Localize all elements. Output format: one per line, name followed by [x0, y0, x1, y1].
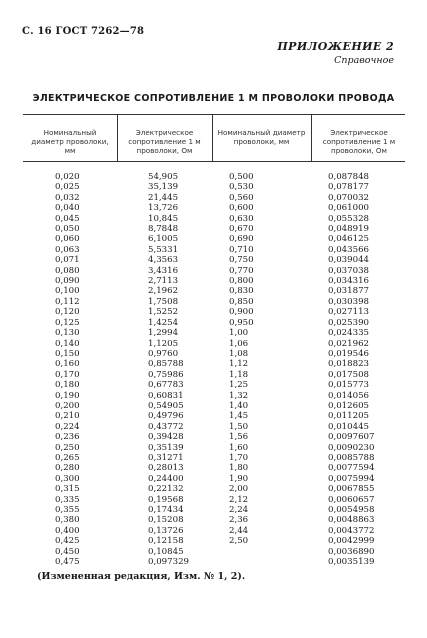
table-cell: 0,210 — [55, 411, 80, 422]
table-cell: 0,13726 — [148, 525, 184, 536]
table-cell: 1,1205 — [148, 338, 179, 349]
table-cell: 2,00 — [229, 484, 249, 495]
table-header-rule — [23, 161, 405, 162]
table-cell: 0,150 — [55, 348, 80, 359]
table-cell: 0,43772 — [148, 421, 184, 432]
table-cell: 0,770 — [229, 265, 254, 276]
table-cell: 0,600 — [229, 203, 254, 214]
table-cell: 35,139 — [148, 182, 179, 193]
table-cell: 8,7848 — [148, 224, 179, 235]
table-cell: 0,048919 — [328, 224, 370, 235]
table-cell: 0,025 — [55, 182, 80, 193]
table-cell: 0,800 — [229, 276, 254, 287]
table-top-rule — [23, 114, 405, 115]
table-cell: 0,080 — [55, 265, 80, 276]
table-cell: 0,043566 — [328, 244, 370, 255]
table-cell: 0,061000 — [328, 203, 370, 214]
table-cell: 2,50 — [229, 536, 249, 547]
footnote: (Измененная редакция, Изм. № 1, 2). — [37, 571, 246, 582]
table-cell: 0,710 — [229, 244, 254, 255]
table-cell: 0,021962 — [328, 338, 370, 349]
table-cell: 0,850 — [229, 296, 254, 307]
table-cell: 0,0077594 — [328, 463, 375, 474]
table-cell: 0,24400 — [148, 473, 184, 484]
table-cell: 0,0042999 — [328, 536, 375, 547]
table-cell: 2,7113 — [148, 276, 179, 287]
table-cell: 0,400 — [55, 525, 80, 536]
table-cell: 0,025390 — [328, 317, 370, 328]
table-cell: 0,015773 — [328, 380, 370, 391]
table-cell: 2,1962 — [148, 286, 179, 297]
table-cell: 0,018823 — [328, 359, 370, 370]
table-cell: 0,0085788 — [328, 452, 375, 463]
table-cell: 0,15208 — [148, 515, 184, 526]
table-cell: 1,12 — [229, 359, 249, 370]
column-resistance-1 — [148, 172, 189, 567]
appendix-block — [277, 40, 394, 66]
table-cell: 0,690 — [229, 234, 254, 245]
table-cell: 4,3563 — [148, 255, 179, 266]
table-cell: 1,08 — [229, 348, 249, 359]
table-cell: 0,071 — [55, 255, 80, 266]
document-title: ЭЛЕКТРИЧЕСКОЕ СОПРОТИВЛЕНИЕ 1 М ПРОВОЛОКИ ПРОВОДА — [32, 93, 395, 104]
table-cell: 13,726 — [148, 203, 179, 214]
table-cell: 0,0048863 — [328, 515, 375, 526]
table-cell: 1,18 — [229, 369, 249, 380]
table-cell: 0,380 — [55, 515, 80, 526]
table-cell: 0,560 — [229, 192, 254, 203]
table-cell: 0,0090230 — [328, 442, 375, 453]
table-cell: 1,06 — [229, 338, 249, 349]
table-cell: 0,190 — [55, 390, 80, 401]
table-cell: 3,4316 — [148, 265, 179, 276]
table-cell: 0,12158 — [148, 536, 184, 547]
column-diameter-1 — [55, 172, 80, 567]
table-cell: 0,530 — [229, 182, 254, 193]
table-cell: 2,12 — [229, 494, 249, 505]
table-cell: 1,80 — [229, 463, 249, 474]
table-cell: 2,36 — [229, 515, 249, 526]
table-cell: 0,037038 — [328, 265, 370, 276]
table-cell: 21,445 — [148, 192, 179, 203]
table-cell: 1,70 — [229, 452, 249, 463]
table-cell: 0,014056 — [328, 390, 370, 401]
table-cell: 0,0067855 — [328, 484, 375, 495]
table-cell: 0,031877 — [328, 286, 370, 297]
table-cell: 10,845 — [148, 213, 179, 224]
table-cell: 1,32 — [229, 390, 249, 401]
table-cell: 1,7508 — [148, 296, 179, 307]
table-cell: 1,00 — [229, 328, 249, 339]
table-cell: 5,5331 — [148, 244, 179, 255]
table-cell: 0,019546 — [328, 348, 370, 359]
table-cell: 0,140 — [55, 338, 80, 349]
table-cell: 0,54905 — [148, 400, 184, 411]
table-cell: 0,31271 — [148, 452, 184, 463]
table-cell: 2,44 — [229, 525, 249, 536]
table-cell: 0,0036890 — [328, 546, 375, 557]
column-diameter-2 — [229, 172, 254, 547]
table-cell: 1,25 — [229, 380, 249, 391]
table-cell: 0,170 — [55, 369, 80, 380]
table-cell: 1,5252 — [148, 307, 179, 318]
table-cell: 0,017508 — [328, 369, 370, 380]
table-cell: 0,012605 — [328, 400, 370, 411]
table-cell: 1,45 — [229, 411, 249, 422]
table-cell: 0,063 — [55, 244, 80, 255]
table-cell: 0,60831 — [148, 390, 184, 401]
table-cell: 0,265 — [55, 452, 80, 463]
table-cell: 0,49796 — [148, 411, 184, 422]
table-cell: 0,024335 — [328, 328, 370, 339]
table-cell: 0,060 — [55, 234, 80, 245]
column-resistance-2 — [328, 172, 374, 567]
table-cell: 0,0035139 — [328, 557, 375, 568]
table-cell: 0,300 — [55, 473, 80, 484]
table-cell: 0,39428 — [148, 432, 184, 443]
table-cell: 0,0054958 — [328, 505, 375, 515]
table-cell: 0,900 — [229, 307, 254, 318]
table-cell: 0,500 — [229, 172, 254, 182]
appendix-subtitle: Справочное — [334, 55, 394, 66]
table-cell: 0,039044 — [328, 255, 370, 266]
table-cell: 1,60 — [229, 442, 249, 453]
table-cell: 0,130 — [55, 328, 80, 339]
table-cell: 0,010445 — [328, 421, 370, 432]
table-cell: 0,335 — [55, 494, 80, 505]
table-cell: 0,011205 — [328, 411, 370, 422]
header-resistance-2: Электрическое сопротивление 1 м проволоки, Ом — [322, 128, 396, 155]
table-cell: 0,0075994 — [328, 473, 375, 484]
table-cell: 0,034316 — [328, 276, 370, 287]
table-cell: 0,200 — [55, 400, 80, 411]
table-cell: 0,35139 — [148, 442, 184, 453]
column-divider — [117, 114, 118, 161]
table-cell: 0,120 — [55, 307, 80, 318]
table-cell: 0,078177 — [328, 182, 370, 193]
table-cell: 0,027113 — [328, 307, 370, 318]
page-header: С. 16 ГОСТ 7262—78 — [22, 26, 145, 37]
table-cell: 0,045 — [55, 213, 80, 224]
table-cell: 2,24 — [229, 505, 249, 515]
table-cell: 0,10845 — [148, 546, 184, 557]
column-divider — [311, 114, 312, 161]
table-cell: 0,040 — [55, 203, 80, 214]
table-cell: 0,070032 — [328, 192, 370, 203]
table-cell: 0,17434 — [148, 505, 184, 515]
table-cell: 0,19568 — [148, 494, 184, 505]
table-cell: 0,180 — [55, 380, 80, 391]
header-diameter-2: Номинальный диаметр проволоки, мм — [217, 128, 306, 146]
table-cell: 6,1005 — [148, 234, 179, 245]
table-cell: 0,236 — [55, 432, 80, 443]
table-cell: 0,097329 — [148, 557, 190, 568]
header-diameter-1: Номинальный диаметр проволоки, мм — [31, 128, 109, 155]
table-cell: 0,050 — [55, 224, 80, 235]
table-cell: 0,224 — [55, 421, 80, 432]
table-cell: 0,160 — [55, 359, 80, 370]
table-cell: 1,40 — [229, 400, 249, 411]
table-cell: 54,905 — [148, 172, 179, 182]
table-cell: 1,56 — [229, 432, 249, 443]
table-cell: 0,450 — [55, 546, 80, 557]
table-cell: 0,22132 — [148, 484, 184, 495]
table-cell: 0,0060657 — [328, 494, 375, 505]
table-cell: 0,032 — [55, 192, 80, 203]
table-cell: 0,280 — [55, 463, 80, 474]
table-cell: 0,67783 — [148, 380, 184, 391]
table-cell: 1,50 — [229, 421, 249, 432]
table-cell: 0,950 — [229, 317, 254, 328]
table-cell: 1,90 — [229, 473, 249, 484]
table-cell: 0,9760 — [148, 348, 179, 359]
table-cell: 1,4254 — [148, 317, 179, 328]
table-cell: 0,670 — [229, 224, 254, 235]
table-cell: 0,087848 — [328, 172, 370, 182]
table-cell: 0,090 — [55, 276, 80, 287]
table-cell: 0,125 — [55, 317, 80, 328]
table-cell: 0,75986 — [148, 369, 184, 380]
table-cell: 0,046125 — [328, 234, 370, 245]
table-cell: 0,100 — [55, 286, 80, 297]
table-cell: 0,0097607 — [328, 432, 375, 443]
header-resistance-1: Электрическое сопротивление 1 м проволоки, Ом — [128, 128, 201, 155]
table-cell: 0,28013 — [148, 463, 184, 474]
table-cell: 0,750 — [229, 255, 254, 266]
table-cell: 0,425 — [55, 536, 80, 547]
table-cell: 0,355 — [55, 505, 80, 515]
table-cell: 0,0043772 — [328, 525, 375, 536]
appendix-title: ПРИЛОЖЕНИЕ 2 — [277, 40, 394, 53]
table-cell: 1,2994 — [148, 328, 179, 339]
table-cell: 0,020 — [55, 172, 80, 182]
table-cell: 0,030398 — [328, 296, 370, 307]
table-cell: 0,830 — [229, 286, 254, 297]
table-cell: 0,315 — [55, 484, 80, 495]
column-divider — [212, 114, 213, 161]
table-cell: 0,85788 — [148, 359, 184, 370]
table-cell: 0,475 — [55, 557, 80, 568]
table-cell: 0,055328 — [328, 213, 370, 224]
table-cell: 0,630 — [229, 213, 254, 224]
table-cell: 0,112 — [55, 296, 80, 307]
table-cell: 0,250 — [55, 442, 80, 453]
